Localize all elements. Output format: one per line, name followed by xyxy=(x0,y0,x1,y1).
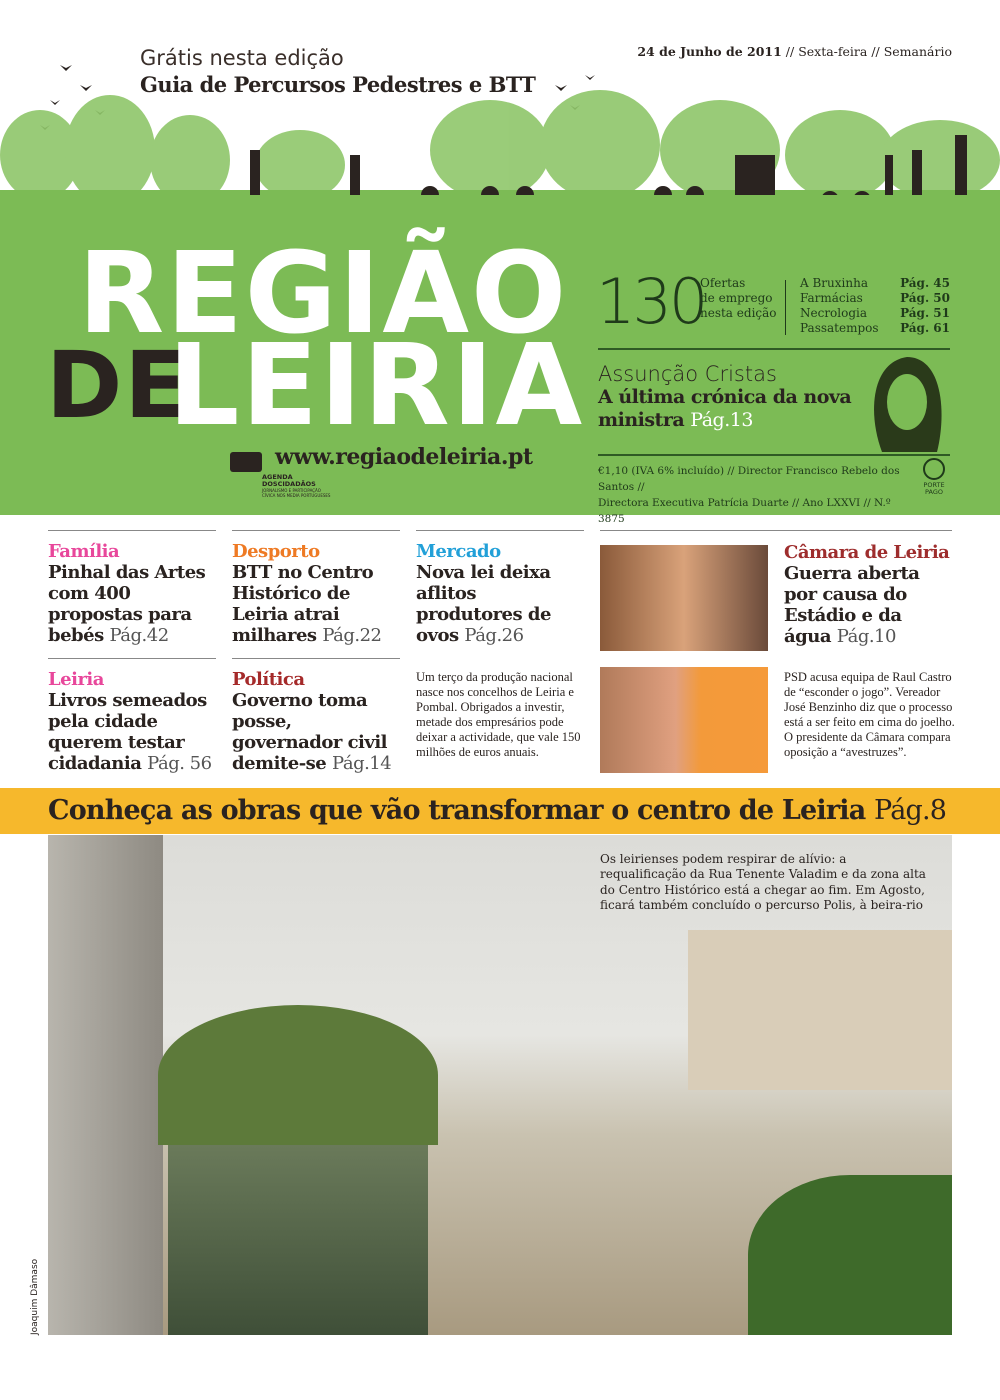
porte-pago-seal xyxy=(918,458,950,495)
story-desporto[interactable] xyxy=(232,530,400,646)
teaser-head: A última crónica da nova ministra xyxy=(598,386,852,431)
story-familia[interactable] xyxy=(48,530,216,646)
date-rest: // Sexta-feira // Semanário xyxy=(781,44,952,59)
divider xyxy=(48,530,216,531)
index-item[interactable] xyxy=(800,276,950,291)
story-headline xyxy=(232,690,400,774)
agenda-line2: DOSCIDADÃOS xyxy=(262,480,316,489)
story-headline xyxy=(48,562,216,646)
story-headline xyxy=(784,563,954,647)
story-politica[interactable] xyxy=(232,658,400,774)
landscape-illustration xyxy=(0,40,1000,210)
agenda-logo xyxy=(262,474,316,489)
story-mercado[interactable] xyxy=(416,530,584,646)
page-ref: Pág.42 xyxy=(109,625,169,646)
agenda-tagline: JORNALISMO E PARTICIPAÇÃO CÍVICA NOS MEDIA PORTUGUESES xyxy=(262,488,331,498)
story-body: Um terço da produção nacional nasce nos concelhos de Leiria e Pombal. Obrigados a investir, metade dos empresários pode deixar a actividade, que vale 150 milhões de euros anuais. xyxy=(416,670,581,759)
page-ref: Pág.22 xyxy=(322,625,382,646)
buildings-right xyxy=(688,930,952,1090)
story-headline xyxy=(48,690,216,774)
divider xyxy=(48,658,216,659)
story-kicker: Mercado xyxy=(416,541,501,562)
story-kicker: Leiria xyxy=(48,669,104,690)
index-label: Necrologia xyxy=(800,306,868,320)
lead-headline[interactable] xyxy=(48,795,946,826)
issue-info-line1: €1,10 (IVA 6% incluído) // Director Francisco Rebelo dos Santos // xyxy=(598,465,900,493)
index-page: Pág. 51 xyxy=(900,306,950,320)
lead-headline-text: Conheça as obras que vão transformar o centro de Leiria xyxy=(48,795,866,826)
teaser-page: Pág.13 xyxy=(690,409,753,431)
logo-regiao[interactable]: REGIÃO xyxy=(78,229,569,359)
index-page: Pág. 45 xyxy=(900,276,950,290)
label-line: de emprego xyxy=(700,291,773,305)
headline-text: Livros semeados pela cidade querem testar cidadania xyxy=(48,690,207,774)
index-label: Passatempos xyxy=(800,321,879,335)
trees-right xyxy=(748,1175,952,1335)
label-line: Ofertas xyxy=(700,276,746,290)
job-count-label xyxy=(700,276,777,321)
lead-caption: Os leirienses podem respirar de alívio: a requalificação da Rua Tenente Valadim e da zona alta do Centro Histórico está a chegar ao fim. Em Agosto, ficará também concluído o percurso Polis, à beira-rio xyxy=(600,852,926,912)
story-kicker: Família xyxy=(48,541,120,562)
divider xyxy=(232,530,400,531)
headline-text: Pinhal das Artes com 400 propostas para bebés xyxy=(48,562,206,646)
story-camara[interactable] xyxy=(784,542,954,647)
headline-text: Governo toma posse, governador civil demite-se xyxy=(232,690,388,774)
index-label: Farmácias xyxy=(800,291,863,305)
divider xyxy=(598,454,950,456)
columnist-portrait xyxy=(862,352,946,452)
page-ref: Pág.26 xyxy=(464,625,524,646)
label-line: nesta edição xyxy=(700,306,777,320)
index-page: Pág. 50 xyxy=(900,291,950,305)
pago: PAGO xyxy=(925,487,943,496)
page-ref: Pág.10 xyxy=(836,626,896,647)
job-count: 130 xyxy=(596,265,706,338)
columnist-teaser[interactable] xyxy=(598,386,868,432)
seal-icon xyxy=(923,458,945,480)
issue-info-line2: Directora Executiva Patrícia Duarte // Ano LXXVI // N.º 3875 xyxy=(598,497,891,525)
photo-politician-1 xyxy=(600,545,768,651)
website-link[interactable]: www.regiaodeleiria.pt xyxy=(275,444,533,470)
date: 24 de Junho de 2011 xyxy=(637,44,782,59)
headline-text: Guerra aberta por causa do Estádio e da água xyxy=(784,563,920,647)
promo-kicker: Grátis nesta edição xyxy=(140,46,344,70)
index-label: A Bruxinha xyxy=(800,276,868,290)
story-body: PSD acusa equipa de Raul Castro de “esconder o jogo”. Vereador José Benzinho diz que o processo está a ser feito em cima do joelho. O presidente da Câmara compara oposição a “avestruzes”. xyxy=(784,670,955,759)
index-item[interactable] xyxy=(800,321,950,336)
headline-text: BTT no Centro Histórico de Leiria atrai milhares xyxy=(232,562,374,646)
divider xyxy=(600,530,952,531)
page-ref: Pág. 56 xyxy=(147,753,212,774)
divider xyxy=(232,658,400,659)
agenda-line1: AGENDA xyxy=(262,473,293,481)
index-page: Pág. 61 xyxy=(900,321,950,335)
story-headline xyxy=(416,562,584,646)
divider xyxy=(598,348,950,350)
index-item[interactable] xyxy=(800,306,950,321)
headline-text: Nova lei deixa aflitos produtores de ovos xyxy=(416,562,551,646)
lead-page-ref: Pág.8 xyxy=(874,795,947,826)
story-leiria[interactable] xyxy=(48,658,216,774)
building-left xyxy=(48,835,163,1335)
river xyxy=(168,1145,428,1335)
columnist-name: Assunção Cristas xyxy=(598,362,777,386)
divider xyxy=(785,280,786,335)
divider xyxy=(416,530,584,531)
section-index xyxy=(800,276,950,336)
trees xyxy=(158,1005,438,1145)
story-headline xyxy=(232,562,400,646)
photo-politician-2 xyxy=(600,667,768,773)
photo-credit: Joaquim Dâmaso xyxy=(30,1258,40,1335)
logo-leiria: LEIRIA xyxy=(168,321,585,451)
page-ref: Pág.14 xyxy=(332,753,392,774)
story-kicker: Câmara de Leiria xyxy=(784,542,950,563)
story-kicker: Desporto xyxy=(232,541,320,562)
index-item[interactable] xyxy=(800,291,950,306)
speech-bubble-icon xyxy=(230,452,262,472)
logo-de: DE xyxy=(46,332,190,439)
porte: PORTE xyxy=(923,481,945,489)
issue-info xyxy=(598,463,918,527)
promo-title: Guia de Percursos Pedestres e BTT xyxy=(140,72,536,97)
story-kicker: Política xyxy=(232,669,305,690)
